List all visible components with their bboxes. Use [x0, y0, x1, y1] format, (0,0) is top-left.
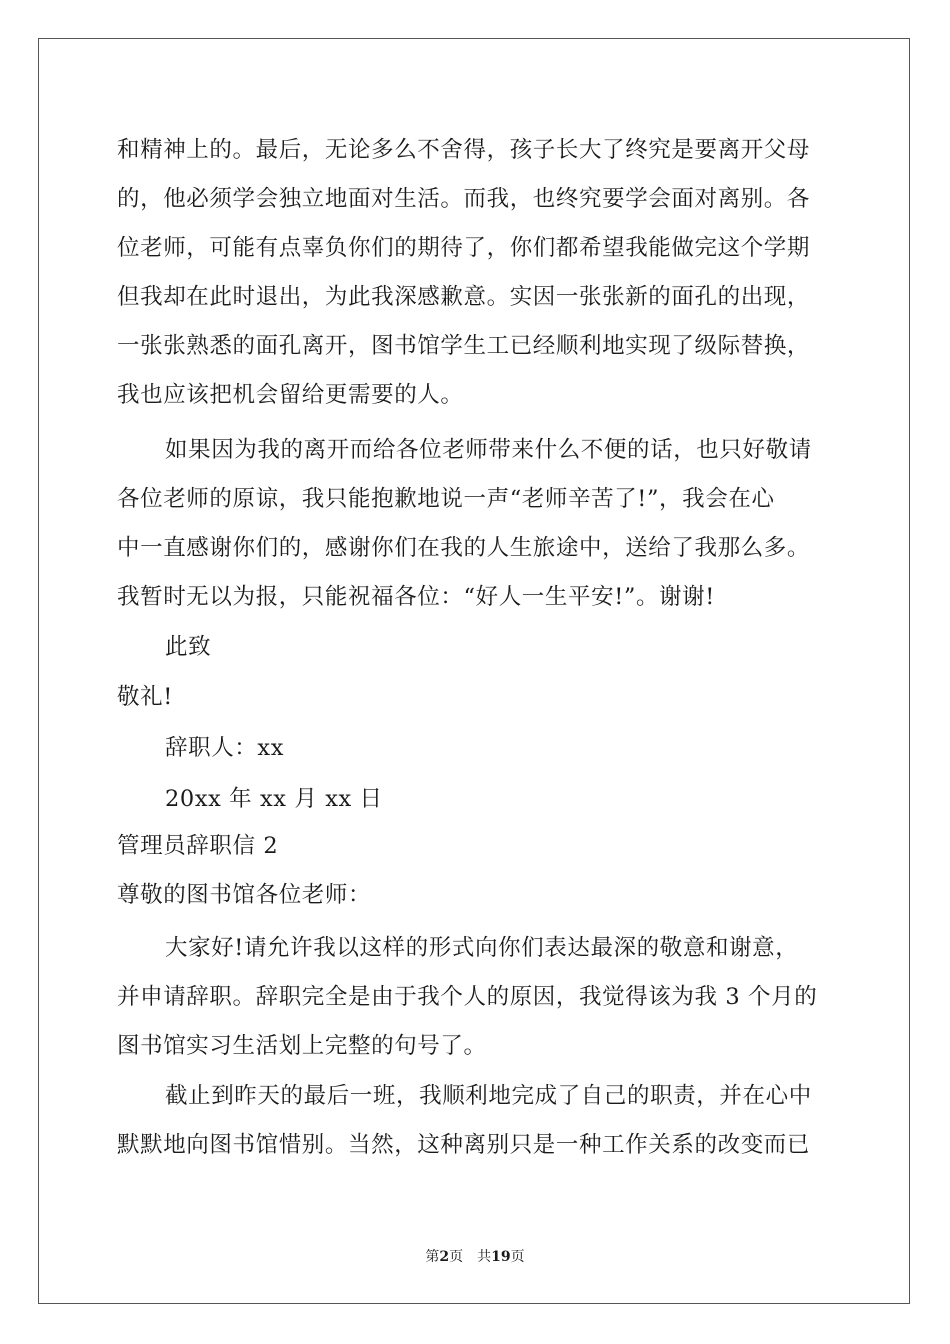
text-line: 我也应该把机会留给更需要的人。 — [117, 382, 464, 408]
text-line: 但我却在此时退出，为此我深感歉意。实因一张张新的面孔的出现， — [117, 284, 811, 310]
text-line: 和精神上的。最后，无论多么不舍得，孩子长大了终究是要离开父母 — [117, 137, 811, 163]
letter-greeting: 尊敬的图书馆各位老师： — [117, 882, 372, 908]
text-line: 截止到昨天的最后一班，我顺利地完成了自己的职责，并在心中 — [165, 1083, 812, 1109]
closing-regards: 敬礼! — [117, 684, 173, 710]
signature-name: 辞职人：xx — [165, 735, 284, 761]
footer-total-pages: 19 — [491, 1249, 511, 1265]
text-line: 各位老师的原谅，我只能抱歉地说一声“老师辛苦了!”，我会在心 — [117, 486, 775, 512]
text-line: 并申请辞职。辞职完全是由于我个人的原因，我觉得该为我 3 个月的 — [117, 984, 818, 1010]
page-border — [38, 38, 910, 1304]
footer-page-number: 2 — [439, 1249, 450, 1265]
text-line: 如果因为我的离开而给各位老师带来什么不便的话，也只好敬请 — [165, 437, 812, 463]
text-line: 中一直感谢你们的，感谢你们在我的人生旅途中，送给了我那么多。 — [117, 535, 811, 561]
text-line: 的，他必须学会独立地面对生活。而我，也终究要学会面对离别。各 — [117, 186, 811, 212]
text-line: 我暂时无以为报，只能祝福各位：“好人一生平安!”。谢谢! — [117, 584, 715, 610]
footer-total-suffix: 页 — [510, 1249, 525, 1265]
section-title: 管理员辞职信 2 — [117, 833, 279, 859]
signature-date: 20xx 年 xx 月 xx 日 — [165, 786, 383, 812]
text-line: 大家好!请允许我以这样的形式向你们表达最深的敬意和谢意， — [165, 935, 799, 961]
footer-page-prefix: 第 — [425, 1249, 440, 1265]
footer-page-suffix: 页 — [449, 1249, 464, 1265]
footer-total-prefix: 共 — [477, 1249, 492, 1265]
page-footer — [0, 1248, 950, 1266]
text-line: 位老师，可能有点辜负你们的期待了，你们都希望我能做完这个学期 — [117, 235, 811, 261]
text-line: 默默地向图书馆惜别。当然，这种离别只是一种工作关系的改变而已 — [117, 1132, 811, 1158]
text-line: 一张张熟悉的面孔离开，图书馆学生工已经顺利地实现了级际替换， — [117, 333, 811, 359]
text-line: 图书馆实习生活划上完整的句号了。 — [117, 1033, 487, 1059]
closing-salutation: 此致 — [165, 634, 212, 660]
